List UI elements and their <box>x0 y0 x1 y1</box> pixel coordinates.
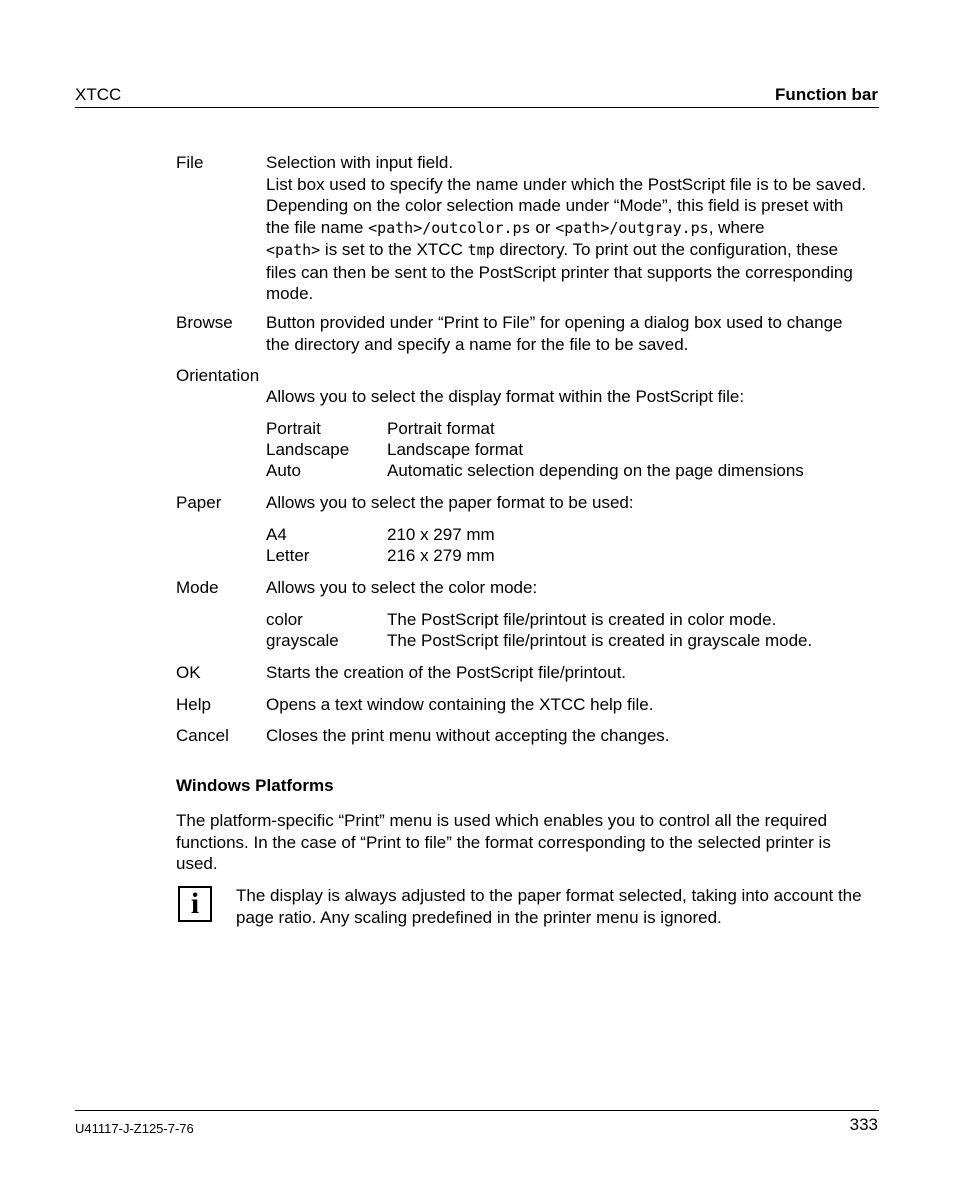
header-rule <box>75 107 879 108</box>
option-name: Letter <box>266 546 310 565</box>
orientation-intro: Allows you to select the display format within the PostScript file: <box>266 387 745 406</box>
file-line-1: Selection with input field. <box>266 153 454 172</box>
term-help: Help <box>176 695 211 714</box>
file-line-5a: is set to the XTCC <box>320 240 468 259</box>
file-line-5 <box>266 239 878 262</box>
option-name: Landscape <box>266 440 350 459</box>
info-line-1: The display is always adjusted to the paper format selected, taking into account the <box>236 886 862 905</box>
term-mode: Mode <box>176 578 219 597</box>
running-header-right: Function bar <box>775 85 878 104</box>
code-outcolor-path: <path>/outcolor.ps <box>368 218 531 237</box>
option-name: A4 <box>266 525 287 544</box>
info-glyph: i <box>190 887 200 920</box>
windows-paragraph <box>176 810 876 875</box>
option-name: Portrait <box>266 419 321 438</box>
option-desc: Automatic selection depending on the page dimensions <box>387 461 804 480</box>
term-orientation: Orientation <box>176 366 260 385</box>
file-line-6: files can then be sent to the PostScript printer that supports the corresponding <box>266 262 853 282</box>
file-line-4a: the file name <box>266 217 369 237</box>
code-outgray-path: <path>/outgray.ps <box>555 218 709 237</box>
option-name: Auto <box>266 461 301 480</box>
mode-intro: Allows you to select the color mode: <box>266 578 538 597</box>
file-line-4c: , where <box>708 217 765 237</box>
term-paper: Paper <box>176 493 222 512</box>
document-id: U41117-J-Z125-7-76 <box>75 1121 194 1136</box>
file-line-4b: or <box>530 217 556 237</box>
term-file: File <box>176 153 204 172</box>
option-desc: Landscape format <box>387 440 524 459</box>
option-desc: Portrait format <box>387 419 495 438</box>
ok-description: Starts the creation of the PostScript file/printout. <box>266 663 627 682</box>
file-line-7: mode. <box>266 284 314 303</box>
term-browse: Browse <box>176 313 233 332</box>
running-header-left: XTCC <box>75 85 122 104</box>
browse-description <box>266 312 878 355</box>
info-note <box>236 885 881 928</box>
cancel-description: Closes the print menu without accepting the changes. <box>266 726 670 745</box>
file-description <box>266 152 878 305</box>
term-cancel: Cancel <box>176 726 229 745</box>
option-desc: The PostScript file/printout is created in color mode. <box>387 610 777 629</box>
paper-intro: Allows you to select the paper format to be used: <box>266 493 634 512</box>
option-desc: 216 x 279 mm <box>387 546 495 565</box>
section-heading: Windows Platforms <box>176 776 334 795</box>
term-ok: OK <box>176 663 201 682</box>
file-line-4 <box>266 217 878 240</box>
windows-line-3: used. <box>176 854 218 873</box>
info-icon <box>178 886 212 922</box>
file-line-3: Depending on the color selection made under “Mode”, this field is preset with <box>266 196 844 215</box>
windows-line-2: functions. In the case of “Print to file” the format corresponding to the selected printer is <box>176 832 831 852</box>
file-line-2: List box used to specify the name under which the PostScript file is to be saved. <box>266 174 867 194</box>
file-line-5b: directory. To print out the configuration, these <box>494 240 839 259</box>
code-tmp: tmp <box>467 241 495 259</box>
option-name: color <box>266 610 303 629</box>
option-name: grayscale <box>266 631 339 650</box>
page-number: 333 <box>849 1115 878 1134</box>
browse-line-2: the directory and specify a name for the file to be saved. <box>266 334 689 354</box>
windows-line-1: The platform-specific “Print” menu is used which enables you to control all the required <box>176 811 828 830</box>
option-desc: The PostScript file/printout is created in grayscale mode. <box>387 631 813 650</box>
option-desc: 210 x 297 mm <box>387 525 495 544</box>
code-path: <path> <box>266 241 321 259</box>
info-line-2: page ratio. Any scaling predefined in the printer menu is ignored. <box>236 907 722 927</box>
help-description: Opens a text window containing the XTCC help file. <box>266 695 654 714</box>
footer-rule <box>75 1110 879 1111</box>
browse-line-1: Button provided under “Print to File” for opening a dialog box used to change <box>266 313 843 332</box>
